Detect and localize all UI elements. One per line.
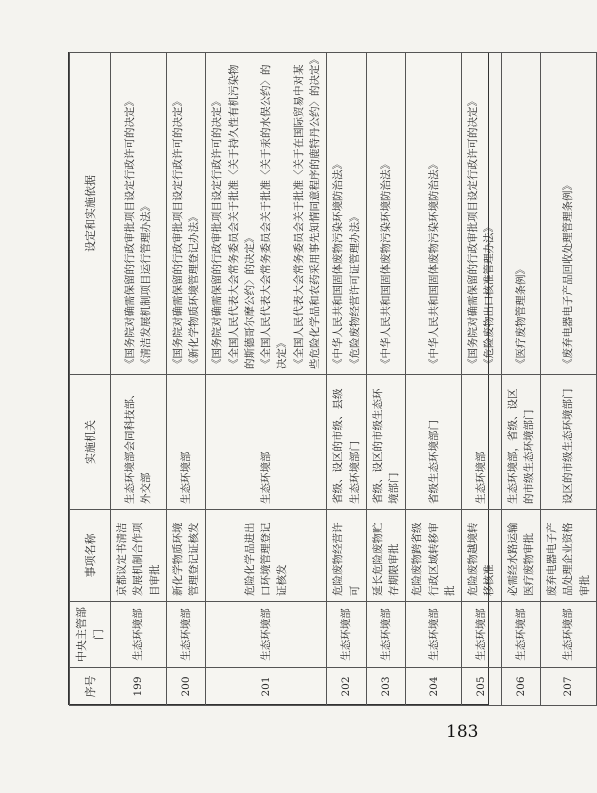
basis-line: 《全国人民代表大会常务委员会关于批准〈关于持久性有机污染物的斯德哥尔摩公约〉的决定》 (227, 64, 256, 369)
cell-item: 京都议定书清洁发展机制合作项目审批 (111, 510, 167, 602)
basis-line: 《全国人民代表大会常务委员会关于批准〈关于汞的水俣公约〉的决定》 (260, 64, 289, 369)
cell-no: 207 (541, 668, 597, 706)
cell-agency: 生态环境部 (166, 375, 206, 510)
basis-line: 《国务院对确需保留的行政审批项目设定行政许可的决定》 (211, 96, 224, 369)
cell-item: 危险化学品进出口环境管理登记证核发 (206, 510, 327, 602)
cell-no: 201 (206, 668, 327, 706)
cell-dept: 生态环境部 (206, 602, 327, 668)
table-row (327, 53, 367, 706)
basis-line: 《中华人民共和国固体废物污染环境防治法》 (332, 159, 345, 369)
basis-line: 《废弃电器电子产品回收处理管理条例》 (562, 180, 575, 369)
cell-basis (166, 53, 206, 375)
header-agency: 实施机关 (70, 375, 111, 510)
table-row (541, 53, 597, 706)
basis-line: 《清洁发展机制项目运行管理办法》 (140, 201, 153, 369)
table-row (406, 53, 462, 706)
cell-agency: 生态环境部，省级、设区的市级生态环境部门 (501, 375, 541, 510)
rotated-table (68, 52, 591, 705)
basis-line: 《中华人民共和国固体废物污染环境防治法》 (379, 159, 392, 369)
cell-no: 200 (166, 668, 206, 706)
table-row (166, 53, 206, 706)
cell-dept: 生态环境部 (462, 602, 502, 668)
table-row (111, 53, 167, 706)
cell-no: 202 (327, 668, 367, 706)
cell-no: 199 (111, 668, 167, 706)
cell-no: 205 (462, 668, 502, 706)
cell-agency: 生态环境部会同科技部、外交部 (111, 375, 167, 510)
basis-line: 《危险废物经营许可证管理办法》 (348, 211, 361, 369)
table-row (366, 53, 406, 706)
basis-line: 《国务院对确需保留的行政审批项目设定行政许可的决定》 (124, 96, 137, 369)
cell-agency: 省级、设区的市级、县级生态环境部门 (327, 375, 367, 510)
basis-line: 《医疗废物管理条例》 (514, 264, 527, 369)
permit-table (69, 52, 597, 706)
header-dept: 中央主管部门 (70, 602, 111, 668)
cell-dept: 生态环境部 (366, 602, 406, 668)
basis-line: 《新化学物质环境管理登记办法》 (188, 211, 201, 369)
cell-agency: 生态环境部 (462, 375, 502, 510)
basis-line: 《国务院对确需保留的行政审批项目设定行政许可的决定》 (171, 96, 184, 369)
cell-basis (206, 53, 327, 375)
header-basis: 设定和实施依据 (70, 53, 111, 375)
cell-agency: 省级、设区的市级生态环境部门 (366, 375, 406, 510)
cell-basis (111, 53, 167, 375)
basis-line: 《全国人民代表大会常务委员会关于批准〈关于在国际贸易中对某些危险化学品和农药采用事先知情同意程序的鹿特丹公约〉的决定》 (292, 54, 322, 369)
cell-item: 危险废物越境转移核准 (462, 510, 502, 602)
cell-dept: 生态环境部 (327, 602, 367, 668)
table-row (206, 53, 327, 706)
header-row (70, 53, 111, 706)
cell-no: 203 (366, 668, 406, 706)
cell-item: 危险废物经营许可 (327, 510, 367, 602)
basis-line: 《中华人民共和国固体废物污染环境防治法》 (427, 159, 440, 369)
cell-item: 危险废物跨省级行政区域转移审批 (406, 510, 462, 602)
cell-agency: 省级生态环境部门 (406, 375, 462, 510)
cell-dept: 生态环境部 (166, 602, 206, 668)
cell-item: 新化学物质环境管理登记证核发 (166, 510, 206, 602)
header-item: 事项名称 (70, 510, 111, 602)
cell-dept: 生态环境部 (406, 602, 462, 668)
cell-item: 延长危险废物贮存期限审批 (366, 510, 406, 602)
table-row (462, 53, 502, 706)
table-row (501, 53, 541, 706)
cell-dept: 生态环境部 (111, 602, 167, 668)
cell-item: 必需经水路运输医疗废物审批 (501, 510, 541, 602)
cell-basis (462, 53, 502, 375)
cell-agency: 生态环境部 (206, 375, 327, 510)
cell-basis (406, 53, 462, 375)
cell-item: 废弃电器电子产品处理企业资格审批 (541, 510, 597, 602)
cell-basis (541, 53, 597, 375)
cell-dept: 生态环境部 (541, 602, 597, 668)
cell-basis (327, 53, 367, 375)
basis-line: 《国务院对确需保留的行政审批项目设定行政许可的决定》 (467, 96, 480, 369)
table-rotation-frame (69, 53, 591, 706)
cell-basis (366, 53, 406, 375)
basis-line: 《危险废物出口核准管理办法》 (483, 222, 496, 369)
cell-agency: 设区的市级生态环境部门 (541, 375, 597, 510)
cell-no: 204 (406, 668, 462, 706)
cell-basis (501, 53, 541, 375)
cell-no: 206 (501, 668, 541, 706)
header-no: 序号 (70, 668, 111, 706)
cell-dept: 生态环境部 (501, 602, 541, 668)
page-number: 183 (446, 722, 479, 742)
